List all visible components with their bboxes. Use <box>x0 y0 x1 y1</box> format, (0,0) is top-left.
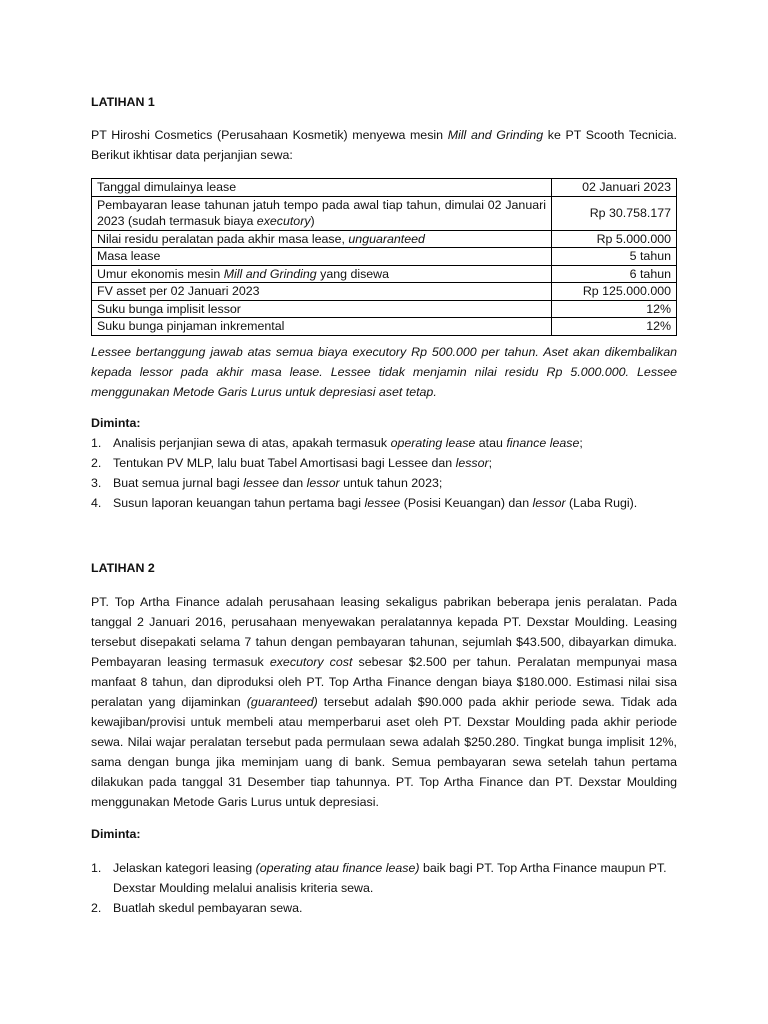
lease-row-label: Suku bunga implisit lessor <box>92 300 552 318</box>
lease-row-value: 12% <box>552 318 677 336</box>
exercise-1-title: LATIHAN 1 <box>91 95 155 109</box>
task-item: 4. Susun laporan keuangan tahun pertama bagi lessee (Posisi Keuangan) dan lessor (Laba Rugi). <box>91 496 638 510</box>
intro-machine-name: Mill and Grinding <box>447 128 544 142</box>
exercise-2-paragraph: PT. Top Artha Finance adalah perusahaan leasing sekaligus pabrikan beberapa jenis peralatan. Pada tanggal 2 Januari 2016, perusahaan menyewakan peralatannya kepada PT. Dexstar Moulding. Leasing tersebut disepakati selama 7 tahun dengan pembayaran tahunan, sejumlah $43.500, dibayarkan dimuka. Pembayaran leasing termasuk executory cost sebesar $2.500 per tahun. Peralatan mempunyai masa manfaat 8 tahun, dan diproduksi oleh PT. Top Artha Finance dengan biaya $180.000. Estimasi nilai sisa peralatan yang dijaminkan (guaranteed) tersebut adalah $90.000 pada akhir periode sewa. Tidak ada kewajiban/provisi untuk membeli atau memperbarui aset oleh PT. Dexstar Moulding pada akhir periode sewa. Nilai wajar peralatan tersebut pada permulaan sewa adalah $250.280. Tingkat bunga implisit 12%, sama dengan bunga jika meminjam uang di bank. Semua pembayaran sewa setelah tahun pertama dilakukan pada tanggal 31 Desember tiap tahunnya. PT. Top Artha Finance dan PT. Dexstar Moulding menggunakan Metode Garis Lurus untuk depresiasi. <box>91 595 677 809</box>
lease-table-row <box>92 248 677 266</box>
lease-row-label: Pembayaran lease tahunan jatuh tempo pada awal tiap tahun, dimulai 02 Januari 2023 (sudah termasuk biaya executory) <box>92 196 552 230</box>
task-item: 3. Buat semua jurnal bagi lessee dan lessor untuk tahun 2023; <box>91 476 443 490</box>
lease-table-row <box>92 300 677 318</box>
lease-row-label: Suku bunga pinjaman inkremental <box>92 318 552 336</box>
intro-text: PT Hiroshi Cosmetics (Perusahaan Kosmetik) menyewa mesin <box>91 128 448 142</box>
lease-row-value: Rp 5.000.000 <box>552 230 677 248</box>
lease-row-value: Rp 30.758.177 <box>552 196 677 230</box>
exercise-2-task-list <box>91 858 677 918</box>
lease-data-table <box>91 178 677 336</box>
lease-row-value: 12% <box>552 300 677 318</box>
lease-row-value: 02 Januari 2023 <box>552 179 677 197</box>
lease-row-label: Masa lease <box>92 248 552 266</box>
lease-row-value: Rp 125.000.000 <box>552 283 677 301</box>
task-item: 1. Jelaskan kategori leasing (operating atau finance lease) baik bagi PT. Top Artha Finance maupun PT. Dexstar Moulding melalui analisis kriteria sewa. <box>91 861 667 895</box>
task-item: 2. Tentukan PV MLP, lalu buat Tabel Amortisasi bagi Lessee dan lessor; <box>91 456 493 470</box>
lease-table-row <box>92 265 677 283</box>
lease-table-row <box>92 230 677 248</box>
intro-text: ke PT Scooth Tecnicia. <box>543 128 677 142</box>
lease-row-label: FV asset per 02 Januari 2023 <box>92 283 552 301</box>
exercise-2-diminta: Diminta: <box>91 827 141 841</box>
lease-table-row <box>92 318 677 336</box>
lease-row-value: 6 tahun <box>552 265 677 283</box>
lease-row-label: Tanggal dimulainya lease <box>92 179 552 197</box>
task-item: 1. Analisis perjanjian sewa di atas, apakah termasuk operating lease atau finance lease; <box>91 436 583 450</box>
lease-note: Lessee bertanggung jawab atas semua biaya executory Rp 500.000 per tahun. Aset akan dikembalikan kepada lessor pada akhir masa lease. Lessee tidak menjamin nilai residu Rp 5.000.000. Lessee menggunakan Metode Garis Lurus untuk depresiasi aset tetap. <box>91 345 677 399</box>
lease-row-value: 5 tahun <box>552 248 677 266</box>
exercise-1-diminta: Diminta: <box>91 416 141 430</box>
exercise-1-intro <box>91 125 677 165</box>
intro-line-2: Berikut ikhtisar data perjanjian sewa: <box>91 148 293 162</box>
lease-row-label: Nilai residu peralatan pada akhir masa lease, unguaranteed <box>92 230 552 248</box>
lease-table-row <box>92 179 677 197</box>
lease-table-row <box>92 283 677 301</box>
lease-row-label: Umur ekonomis mesin Mill and Grinding yang disewa <box>92 265 552 283</box>
exercise-2-title: LATIHAN 2 <box>91 561 155 575</box>
task-item: 2. Buatlah skedul pembayaran sewa. <box>91 901 303 915</box>
lease-table-row <box>92 196 677 230</box>
exercise-1-task-list <box>91 433 677 513</box>
